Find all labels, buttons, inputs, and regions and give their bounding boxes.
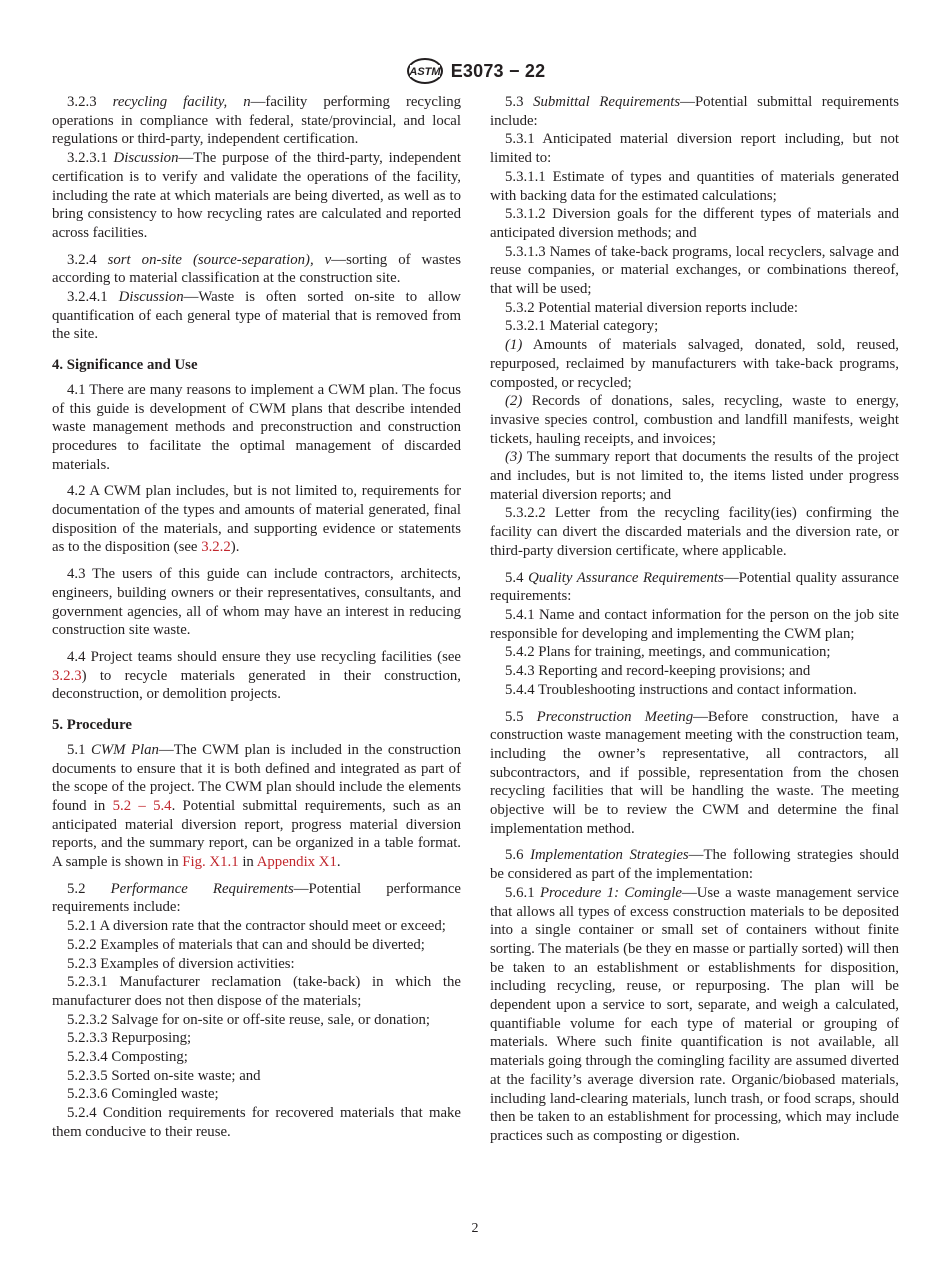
section-5-2-3-2: 5.2.3.2 Salvage for on-site or off-site reuse, sale, or donation; xyxy=(67,1011,430,1028)
section-label: Implementation Strategies xyxy=(530,847,689,864)
section-3-2-3 xyxy=(52,93,461,149)
right-column xyxy=(490,93,899,1146)
section-label: Quality Assurance Requirements xyxy=(528,569,724,586)
paragraph-text: 4.2 A CWM plan includes, but is not limited to, requirements for documentation of the types and amounts of material generated, final disposition of the materials, and supporting evidence or statements as to the disposition (see xyxy=(52,483,461,556)
paragraph-text: . Potential submittal requirements, such as an anticipated material diversion report, progress material diversion reports, and the summary report, can be organized in a table format. A sample is shown in xyxy=(52,797,462,871)
list-number: (1) xyxy=(505,337,523,354)
section-number: 5.2 xyxy=(67,880,86,897)
section-5-4-2: 5.4.2 Plans for training, meetings, and communication; xyxy=(505,644,831,661)
left-column xyxy=(52,93,461,1142)
section-5-3-2: 5.3.2 Potential material diversion reports include: xyxy=(505,299,798,316)
heading-section-4: 4. Significance and Use xyxy=(52,357,198,374)
section-number: 5.6.1 xyxy=(505,884,535,901)
list-text: Amounts of materials salvaged, donated, sold, reused, repurposed, reclaimed by manufacturers with take-back programs, composted, or recycled; xyxy=(490,337,899,391)
list-text: The summary report that documents the results of the project and includes, but is not limited to, the items listed under progress material diversion reports; and xyxy=(490,449,899,503)
paragraph-text: —Potential quality assurance requirements: xyxy=(490,569,899,605)
section-5-4 xyxy=(490,569,899,606)
section-5-3-2-2: 5.3.2.2 Letter from the recycling facility(ies) confirming the facility can divert the discarded materials and the diversion rate, or third-party diversion certificate, where applicable. xyxy=(490,505,899,559)
cross-reference-link[interactable]: 3.2.2 xyxy=(201,539,231,556)
section-5-2-3-6: 5.2.3.6 Comingled waste; xyxy=(67,1086,219,1103)
section-label: Submittal Requirements xyxy=(533,94,681,110)
section-5-2-3-3: 5.2.3.3 Repurposing; xyxy=(67,1030,192,1047)
term: recycling facility, n xyxy=(112,94,251,110)
paragraph-text: —Potential performance requirements include: xyxy=(52,880,461,916)
paragraph-text: in xyxy=(238,854,257,871)
section-5-2-4: 5.2.4 Condition requirements for recovered materials that make them conducive to their reuse. xyxy=(52,1105,461,1140)
paragraph-text: —The following strategies should be considered as part of the implementation: xyxy=(490,847,900,883)
section-5-4-1: 5.4.1 Name and contact information for the person on the job site responsible for developing and implementing the CWM plan; xyxy=(490,606,899,642)
list-item-3 xyxy=(490,448,899,504)
section-5-3-2-1: 5.3.2.1 Material category; xyxy=(505,318,659,335)
section-4-3: 4.3 The users of this guide can include contractors, architects, engineers, building owners or their representatives, consultants, and government agencies, all of whom may have an interest in reducing construction site waste. xyxy=(52,566,461,639)
paragraph-text: 4.4 Project teams should ensure they use recycling facilities (see xyxy=(67,648,461,665)
section-5-6-1 xyxy=(490,884,899,1146)
list-item-2 xyxy=(490,392,899,448)
discussion-label: Discussion xyxy=(113,150,179,167)
section-5-3-1: 5.3.1 Anticipated material diversion report including, but not limited to: xyxy=(490,131,899,167)
svg-text:ASTM: ASTM xyxy=(409,66,441,78)
document-id: E3073 − 22 xyxy=(450,60,546,81)
paragraph-text: —Use a waste management service that allows all types of excess construction materials to be deposited into a single container or small set of containers without finite sorting. The materials (be they en masse or partially sorted) will then be taken to an establishment or establishments for disposition, including recycling, reuse, or repurposing. The plan will be dependent upon a service to sort, separate, and weigh a calculated, quantifiable volume for each type of material or grouping of materials. Where such finite quantification is not available, all materials going through the comingling facility are assumed diverted at the facility’s average diversion rate. Organic/biobased materials, including land-clearing materials, lunch trash, or food scraps, should then be taken to an establishment for processing, which may include practices such as composting or digestion. xyxy=(490,884,899,1144)
section-5-4-3: 5.4.3 Reporting and record-keeping provisions; and xyxy=(505,663,811,680)
section-5-2-3-5: 5.2.3.5 Sorted on-site waste; and xyxy=(67,1067,261,1084)
section-5-4-4: 5.4.4 Troubleshooting instructions and contact information. xyxy=(505,681,857,698)
section-5-3-1-2: 5.3.1.2 Diversion goals for the different types of materials and anticipated diversion methods; and xyxy=(490,206,899,241)
list-text: Records of donations, sales, recycling, waste to energy, invasive species control, combustion and landfill manifests, weight tickets, hauling receipts, and invoices; xyxy=(490,393,899,447)
paragraph-text: —Before construction, have a construction waste management meeting with the construction team, including the owner’s representative, all contractors, all subcontractors, and if possible, representation from the chosen recycling facilities that will be handling the waste. The meeting objective will be to review the CWM and determine the final implementation method. xyxy=(490,708,899,837)
section-number: 5.1 xyxy=(67,741,86,758)
section-label: CWM Plan xyxy=(90,741,159,758)
section-number: 5.3 xyxy=(505,94,524,110)
section-5-2-3-1: 5.2.3.1 Manufacturer reclamation (take-back) in which the manufacturer does not then dispose of the materials; xyxy=(52,974,461,1009)
paragraph-text: —Potential submittal requirements include: xyxy=(490,94,899,129)
paragraph-text: ) to recycle materials generated in their construction, deconstruction, or demolition projects. xyxy=(52,667,461,703)
paragraph-text: . xyxy=(336,854,341,871)
discussion-text: —The purpose of the third-party, independent certification is to verify and validate the operations of the facility, including the rate at which materials are being diverted, as well as to bring consistency to how recycling rates are calculated and reported across facilities. xyxy=(52,150,461,241)
term: sort on-site (source-separation), v xyxy=(107,251,332,268)
list-number: (2) xyxy=(505,393,523,410)
section-4-2 xyxy=(52,482,461,557)
section-3-2-3-1 xyxy=(52,149,461,243)
discussion-text: —Waste is often sorted on-site to allow quantification of each general type of material that is removed from the site. xyxy=(52,289,461,343)
section-number: 5.6 xyxy=(505,847,524,864)
section-5-5 xyxy=(490,708,899,839)
section-5-1 xyxy=(52,741,461,872)
paragraph-text: ). xyxy=(230,539,240,556)
section-number: 3.2.4 xyxy=(67,251,97,268)
list-item-1 xyxy=(490,336,899,392)
section-number: 3.2.4.1 xyxy=(67,289,108,306)
section-5-2-1: 5.2.1 A diversion rate that the contractor should meet or exceed; xyxy=(67,918,446,935)
discussion-label: Discussion xyxy=(118,289,184,306)
section-label: Preconstruction Meeting xyxy=(536,708,694,725)
heading-section-5: 5. Procedure xyxy=(52,717,132,734)
definition-text: —facility performing recycling operations in compliance with federal, state/provincial, and local regulations or third-party, independent certification. xyxy=(52,94,461,148)
astm-logo-icon xyxy=(405,56,445,86)
cross-reference-link[interactable]: 3.2.3 xyxy=(52,667,82,684)
figure-link[interactable]: Fig. X1.1 xyxy=(182,854,239,871)
section-5-3 xyxy=(490,93,899,130)
section-5-3-1-3: 5.3.1.3 Names of take-back programs, local recyclers, salvage and reuse companies, or material exchanges, or combinations thereof, that will be used; xyxy=(490,243,899,298)
section-number: 3.2.3.1 xyxy=(67,150,108,167)
section-5-2-2: 5.2.2 Examples of materials that can and should be diverted; xyxy=(67,936,425,953)
section-number: 3.2.3 xyxy=(67,94,97,110)
section-5-2 xyxy=(52,880,461,917)
paragraph-text: —The CWM plan is included in the construction documents to ensure that it is both defined and integrated as part of the scope of the project. The CWM plan should include the elements found in xyxy=(52,741,461,814)
section-number: 5.4 xyxy=(505,569,524,586)
definition-text: —sorting of wastes according to material classification at the construction site. xyxy=(52,251,461,287)
section-5-6 xyxy=(490,846,899,883)
section-label: Procedure 1: Comingle xyxy=(539,884,682,901)
page-number: 2 xyxy=(471,1221,479,1236)
section-5-2-3: 5.2.3 Examples of diversion activities: xyxy=(67,955,295,972)
page-header xyxy=(0,56,950,86)
list-number: (3) xyxy=(505,449,523,466)
section-5-2-3-4: 5.2.3.4 Composting; xyxy=(67,1049,188,1066)
section-4-1: 4.1 There are many reasons to implement a CWM plan. The focus of this guide is development of CWM plans that describe intended waste management methods and preconstruction and construction procedures to facilitate the optimal management of discarded materials. xyxy=(52,381,461,473)
cross-reference-link[interactable]: 5.2 – 5.4 xyxy=(112,797,172,814)
section-5-3-1-1: 5.3.1.1 Estimate of types and quantities of materials generated with backing data for the estimated calculations; xyxy=(490,168,899,204)
section-3-2-4-1 xyxy=(52,288,461,344)
appendix-link[interactable]: Appendix X1 xyxy=(256,854,337,871)
section-3-2-4 xyxy=(52,251,461,288)
section-number: 5.5 xyxy=(505,708,524,725)
section-4-4 xyxy=(52,648,461,704)
section-label: Performance Requirements xyxy=(110,880,294,897)
